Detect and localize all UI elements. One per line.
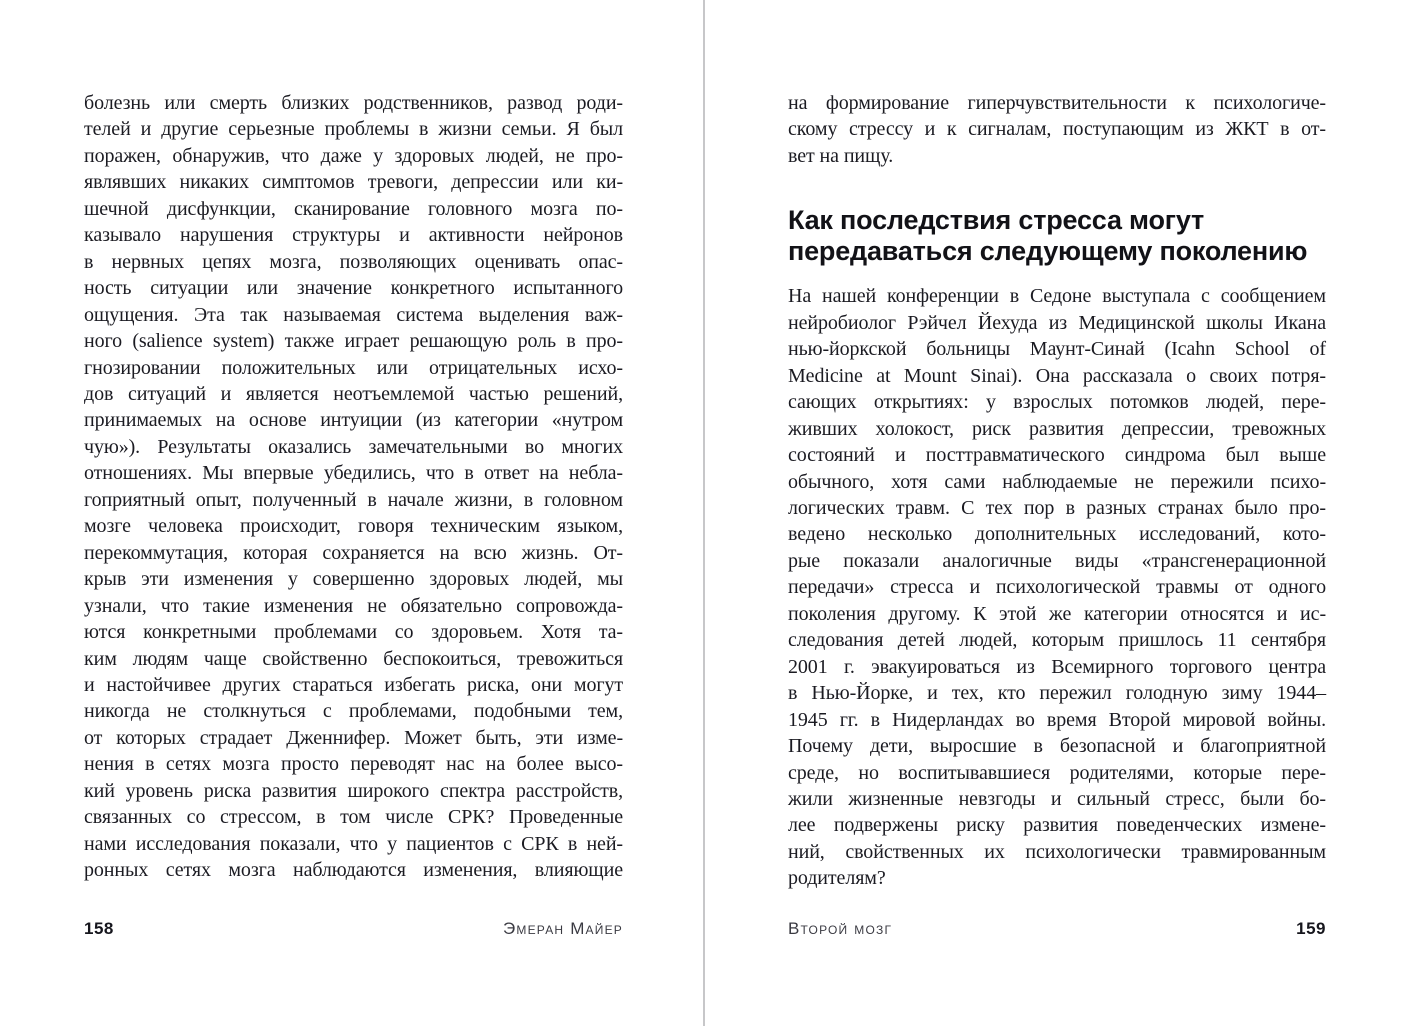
text-line: крыв эти изменения у совершенно здоровых людей, мы bbox=[84, 568, 623, 591]
text-line: в нервных цепях мозга, позволяющих оценивать опас- bbox=[84, 250, 623, 273]
page-divider bbox=[703, 0, 705, 1026]
text-line: нами исследования показали, что у пациентов с СРК в ней- bbox=[84, 832, 623, 855]
text-line: вет на пищу. bbox=[788, 144, 894, 167]
text-line: на формирование гиперчувствительности к психологиче- bbox=[788, 92, 1326, 114]
text-line: ного (salience system) также играет решающую роль в про- bbox=[84, 330, 623, 353]
text-line: поражен, обнаружив, что даже у здоровых людей, не про- bbox=[84, 144, 623, 167]
text-line: ность ситуации или значение конкретного испытанного bbox=[84, 277, 623, 300]
text-line: среде, но воспитывавшиеся родителями, которые пере- bbox=[788, 761, 1326, 784]
left-page-text-column bbox=[84, 90, 623, 884]
text-line: нейробиолог Рэйчел Йехуда из Медицинской школы Икана bbox=[788, 311, 1326, 334]
right-page-text-column bbox=[788, 90, 1326, 892]
text-line: логических травм. С тех пор в разных странах было про- bbox=[788, 496, 1326, 519]
text-line: кий уровень риска развития широкого спектра расстройств, bbox=[84, 779, 623, 802]
left-page-paragraph bbox=[84, 90, 623, 884]
running-footer-book-title: Второй мозг bbox=[788, 919, 893, 938]
text-line: отношениях. Мы впервые убедились, что в ответ на небла- bbox=[84, 462, 623, 485]
text-line: жили жизненные невзгоды и сильный стресс, были бо- bbox=[788, 787, 1326, 810]
text-line: перекоммутация, которая сохраняется на всю жизнь. От- bbox=[84, 541, 623, 564]
text-line: гнозировании положительных или отрицательных исхо- bbox=[84, 356, 623, 379]
text-line: болезнь или смерть близких родственников, развод роди- bbox=[84, 92, 623, 114]
text-line: живших холокост, риск развития депрессии, тревожных bbox=[788, 417, 1326, 440]
text-line: родителям? bbox=[788, 867, 886, 890]
text-line: мозге человека происходит, говоря техническим языком, bbox=[84, 515, 623, 538]
text-line: нения в сетях мозга просто переводят нас на более высо- bbox=[84, 753, 623, 776]
text-line: от которых страдает Дженнифер. Может быть, эти изме- bbox=[84, 726, 623, 749]
text-line: передачи» стресса и психологической травмы от одного bbox=[788, 576, 1326, 599]
text-line: скому стрессу и к сигналам, поступающим из ЖКТ в от- bbox=[788, 118, 1326, 141]
text-line: лее подвержены риску развития поведенческих измене- bbox=[788, 814, 1326, 837]
text-line: принимаемых на основе интуиции (из категории «нутром bbox=[84, 409, 623, 432]
text-line: состояний и посттравматического синдрома был выше bbox=[788, 444, 1326, 467]
right-page-body-paragraph bbox=[788, 283, 1326, 891]
text-line: и настойчивее других стараться избегать риска, они могут bbox=[84, 673, 623, 696]
text-line: ощущения. Эта так называемая система выделения важ- bbox=[84, 303, 623, 326]
text-line: ким людям чаще свойственно беспокоиться, тревожиться bbox=[84, 647, 623, 670]
text-line: никогда не столкнуться с проблемами, подобными тем, bbox=[84, 700, 623, 723]
text-line: сающих открытиях: у взрослых потомков людей, пере- bbox=[788, 391, 1326, 414]
text-line: в Нью-Йорке, и тех, кто пережил голодную зиму 1944– bbox=[788, 682, 1326, 705]
text-line: 2001 г. эвакуироваться из Всемирного торгового центра bbox=[788, 655, 1326, 678]
text-line: ведено несколько дополнительных исследований, кото- bbox=[788, 523, 1326, 546]
text-line: поколения другому. К этой же категории относятся и ис- bbox=[788, 602, 1326, 625]
text-line: Medicine at Mount Sinai). Она рассказала о своих потря- bbox=[788, 364, 1326, 387]
text-line: чую»). Результаты оказались замечательными во многих bbox=[84, 435, 623, 458]
text-line: Почему дети, выросшие в безопасной и благоприятной bbox=[788, 735, 1326, 758]
text-line: казывало нарушения структуры и активности нейронов bbox=[84, 224, 623, 247]
text-line: ронных сетях мозга наблюдаются изменения, влияющие bbox=[84, 859, 623, 882]
text-line: телей и другие серьезные проблемы в жизни семьи. Я был bbox=[84, 118, 623, 141]
text-line: шечной дисфункции, сканирование головного мозга по- bbox=[84, 197, 623, 220]
text-line: 1945 гг. в Нидерландах во время Второй мировой войны. bbox=[788, 708, 1326, 731]
running-footer-author: Эмеран Майер bbox=[502, 919, 623, 938]
text-line: являвших никаких симптомов тревоги, депрессии или ки- bbox=[84, 171, 623, 194]
text-line: ний, свойственных их психологически травмированным bbox=[788, 840, 1326, 863]
left-page-footer bbox=[84, 919, 623, 939]
text-line: узнали, что такие изменения не обязательно сопровожда- bbox=[84, 594, 623, 617]
right-page-number: 159 bbox=[1296, 919, 1326, 938]
text-line: рые показали аналогичные виды «трансгенерационной bbox=[788, 549, 1326, 572]
right-page-footer bbox=[788, 919, 1326, 939]
right-page-intro-paragraph bbox=[788, 90, 1326, 169]
text-line: следования детей людей, которым пришлось 11 сентября bbox=[788, 629, 1326, 652]
text-line: ются конкретными проблемами со здоровьем. Хотя та- bbox=[84, 621, 623, 644]
section-heading-line-1: Как последствия стресса могут bbox=[788, 205, 1204, 236]
section-heading-line-2: передаваться следующему поколению bbox=[788, 236, 1308, 267]
text-line: обычного, хотя сами наблюдаемые не пережили психо- bbox=[788, 470, 1326, 493]
text-line: дов ситуаций и является неотъемлемой частью решений, bbox=[84, 382, 623, 405]
section-heading bbox=[788, 205, 1326, 267]
text-line: гоприятный опыт, полученный в начале жизни, в головном bbox=[84, 488, 623, 511]
text-line: нью-йоркской больницы Маунт-Синай (Icahn School of bbox=[788, 338, 1326, 361]
text-line: связанных со стрессом, в том числе СРК? Проведенные bbox=[84, 806, 623, 829]
left-page-number: 158 bbox=[84, 919, 114, 938]
text-line: На нашей конференции в Седоне выступала с сообщением bbox=[788, 285, 1326, 308]
